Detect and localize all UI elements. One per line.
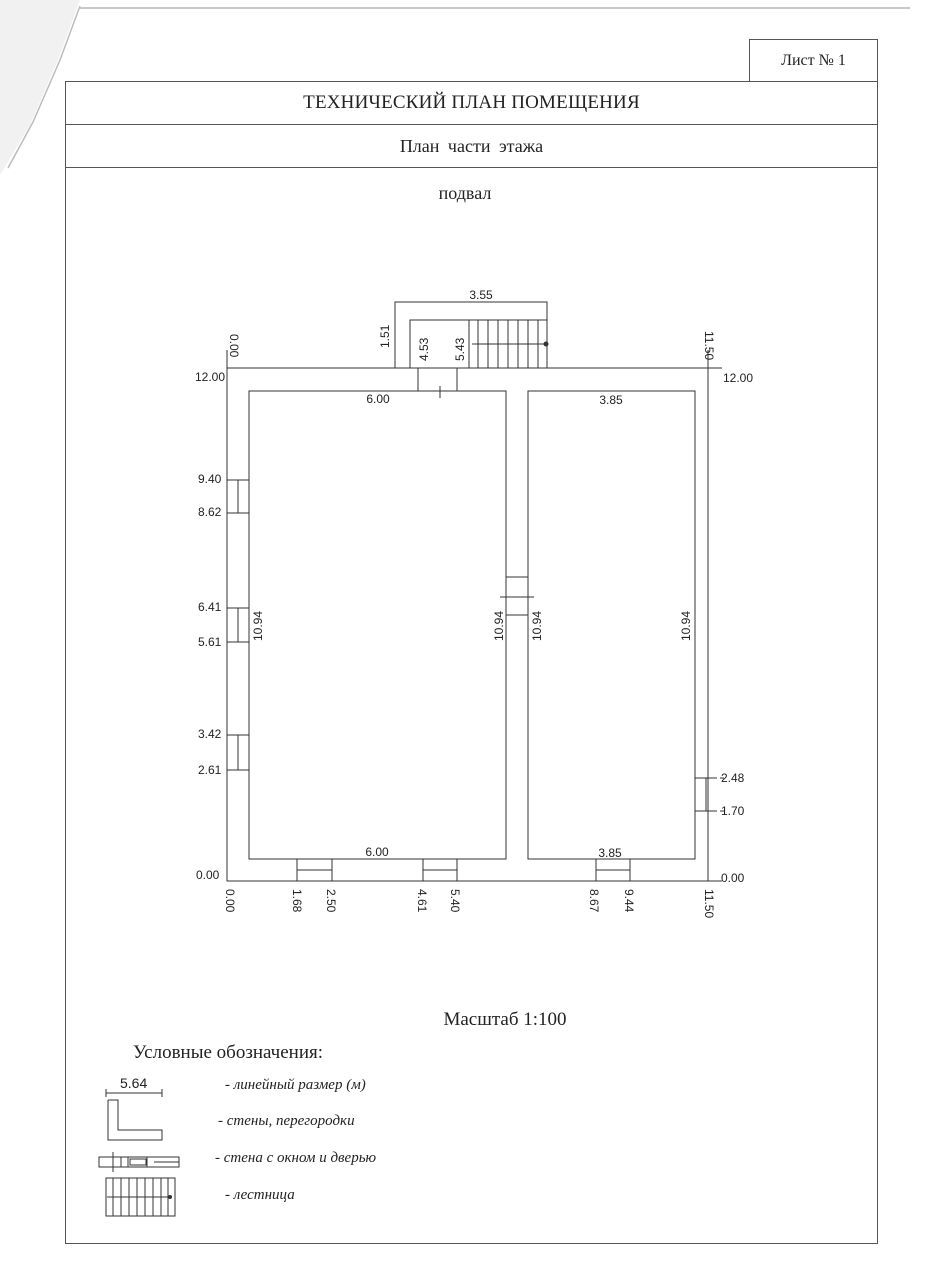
left-window-1 (227, 480, 249, 513)
dim-bottom-left-y: 0.00 (196, 868, 220, 882)
dim-room1-bottom-width: 6.00 (365, 845, 389, 859)
dim-bottom-right-y: 0.00 (721, 871, 745, 885)
dim-bottom-x-7: 11.50 (702, 889, 716, 919)
room-2-inner (528, 391, 695, 859)
dim-room2-right-height: 10.94 (679, 610, 693, 641)
legend-item-walls: - стены, перегородки (218, 1113, 355, 1129)
floor-name: подвал (438, 183, 492, 203)
legend-wall-symbol (108, 1100, 162, 1140)
dim-left-window1-bottom: 8.62 (198, 505, 222, 519)
dim-left-window1-top: 9.40 (198, 472, 222, 486)
dim-bottom-x-3: 4.61 (415, 889, 429, 913)
dim-bottom-x-0: 0.00 (223, 889, 237, 913)
dim-right-window-top: 2.48 (721, 771, 745, 785)
dim-room1-top-width: 6.00 (366, 392, 390, 406)
partition-door (500, 577, 534, 615)
dim-left-window2-bottom: 5.61 (198, 635, 222, 649)
dim-top-right-x: 11.50 (702, 331, 716, 361)
outer-wall (227, 368, 708, 881)
legend-sample-dimension: 5.64 (120, 1075, 148, 1091)
sheet-number: Лист № 1 (749, 39, 878, 82)
dim-top-right-y: 12.00 (723, 371, 754, 385)
dim-stair-width: 3.55 (469, 288, 493, 302)
dim-room1-right-height: 10.94 (492, 610, 506, 641)
legend-stair-symbol (106, 1178, 175, 1216)
dim-stair-offset-2: 4.53 (417, 337, 431, 361)
dim-bottom-x-1: 1.68 (290, 889, 304, 913)
legend-title: Условные обозначения: (133, 1042, 324, 1063)
dim-bottom-x-6: 9.44 (622, 889, 636, 913)
right-window (695, 778, 717, 811)
legend-item-window-door: - стена с окном и дверью (215, 1150, 377, 1166)
legend-item-dimension: - линейный размер (м) (225, 1077, 366, 1093)
dim-top-left-y: 12.00 (195, 370, 226, 384)
bottom-window-2 (423, 859, 457, 881)
left-window-2 (227, 608, 249, 642)
document-subtitle: План части этажа (65, 125, 878, 168)
dim-stair-offset-1: 1.51 (378, 324, 392, 348)
dim-bottom-x-4: 5.40 (448, 889, 462, 913)
dim-right-window-bottom: 1.70 (721, 804, 745, 818)
bottom-window-3 (596, 859, 630, 881)
dim-bottom-x-2: 2.50 (324, 889, 338, 913)
room-1-inner (249, 391, 506, 859)
dim-room2-left-height: 10.94 (530, 610, 544, 641)
dim-stair-offset-3: 5.43 (453, 337, 467, 361)
dim-left-window2-top: 6.41 (198, 600, 222, 614)
legend-wall-window-door-symbol (99, 1152, 179, 1172)
scale-label: Масштаб 1:100 (443, 1009, 567, 1030)
dim-top-left-x: 0.00 (227, 334, 241, 358)
dim-bottom-x-5: 8.67 (587, 889, 601, 913)
dim-room2-top-width: 3.85 (599, 393, 623, 407)
dim-left-window3-bottom: 2.61 (198, 763, 222, 777)
dim-room1-left-height: 10.94 (251, 610, 265, 641)
top-door (418, 368, 457, 398)
bottom-window-1 (297, 859, 332, 881)
document-title: ТЕХНИЧЕСКИЙ ПЛАН ПОМЕЩЕНИЯ (65, 81, 878, 125)
stair-arrow-dot (544, 342, 548, 346)
left-window-3 (227, 735, 249, 770)
dim-left-window3-top: 3.42 (198, 727, 222, 741)
dim-room2-bottom-width: 3.85 (598, 846, 622, 860)
legend-item-stair: - лестница (225, 1187, 295, 1203)
